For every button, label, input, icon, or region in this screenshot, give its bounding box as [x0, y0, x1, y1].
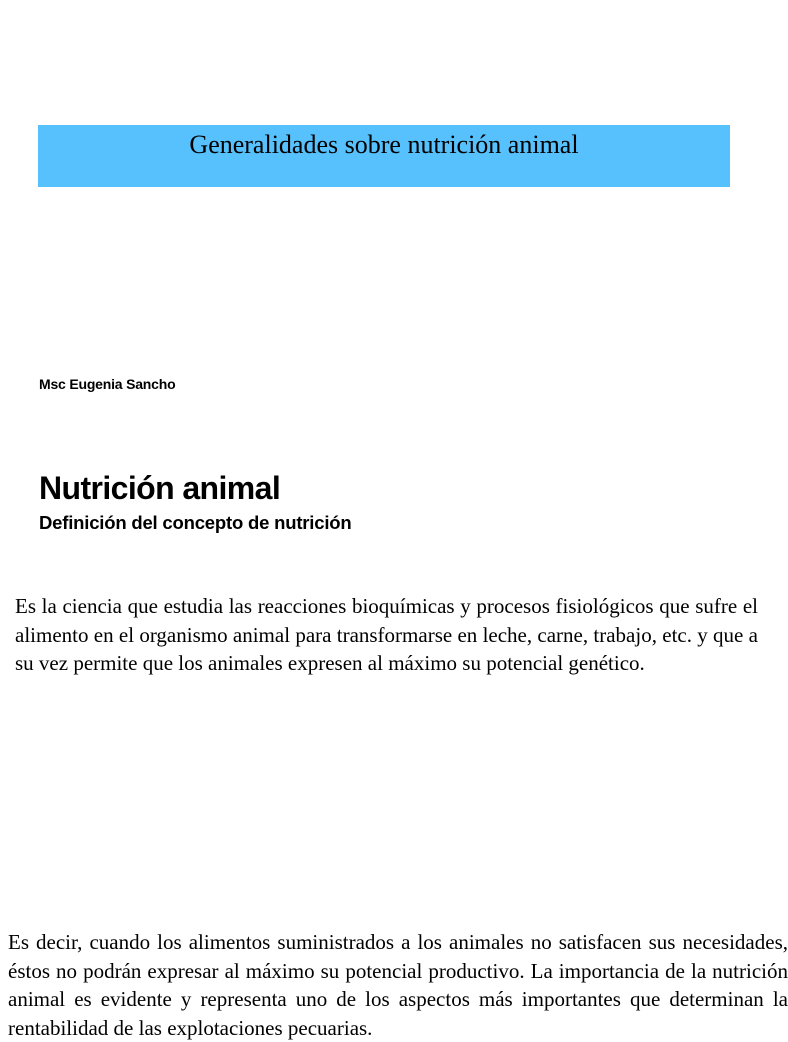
section-heading: Nutrición animal: [39, 470, 281, 506]
document-title: Generalidades sobre nutrición animal: [189, 130, 579, 159]
author-name: Msc Eugenia Sancho: [39, 376, 176, 392]
section-subheading: Definición del concepto de nutrición: [39, 512, 352, 533]
paragraph-importance: Es decir, cuando los alimentos suministrados a los animales no satisfacen sus necesidades, éstos no podrán expresar al máximo su potencial productivo. La importancia de la nutrición animal es evidente y representa uno de los aspectos más importantes que determinan la rentabilidad de las explotaciones pecuarias.: [8, 930, 788, 1040]
paragraph-definition: Es la ciencia que estudia las reacciones bioquímicas y procesos fisiológicos que sufre el alimento en el organismo animal para transformarse en leche, carne, trabajo, etc. y que a su vez permite que los animales expresen al máximo su potencial genético.: [15, 594, 758, 675]
